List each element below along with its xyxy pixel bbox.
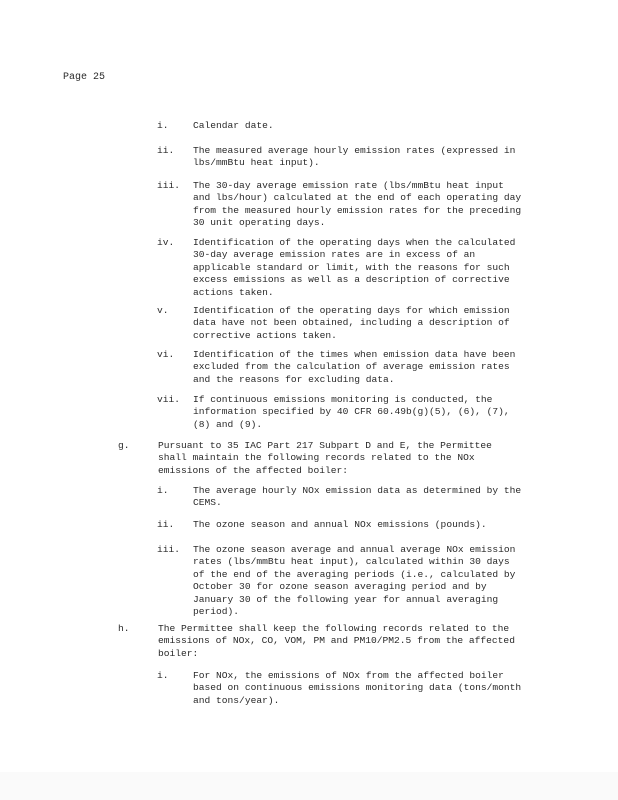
item-text: Pursuant to 35 IAC Part 217 Subpart D and E, the Permittee shall maintain the following records related to the NOx emissions of the affected boiler:: [158, 440, 492, 476]
item-marker: i.: [157, 485, 169, 496]
item-text: For NOx, the emissions of NOx from the affected boiler based on continuous emissions monitoring data (tons/month and tons/year).: [193, 670, 522, 706]
page-bottom-margin: [0, 772, 618, 800]
page-number-header: Page 25: [63, 72, 106, 83]
item-text: The measured average hourly emission rates (expressed in lbs/mmBtu heat input).: [193, 145, 516, 169]
item-text: Identification of the operating days when the calculated 30-day average emission rates are in excess of an applicable standard or limit, with the reasons for such excess emissions as well as a description of corrective actions taken.: [193, 237, 516, 298]
item-text: If continuous emissions monitoring is conducted, the information specified by 40 CFR 60.49b(g)(5), (6), (7), (8) and (9).: [193, 394, 510, 430]
item-marker: ii.: [157, 519, 175, 530]
item-text: The ozone season and annual NOx emissions (pounds).: [193, 519, 487, 530]
item-marker: g.: [118, 440, 130, 451]
item-marker: vii.: [157, 394, 181, 405]
item-marker: iii.: [157, 544, 181, 555]
item-marker: iii.: [157, 180, 181, 191]
item-text: Identification of the operating days for which emission data have not been obtained, including a description of corrective actions taken.: [193, 305, 510, 341]
item-marker: v.: [157, 305, 169, 316]
item-marker: i.: [157, 670, 169, 681]
item-marker: i.: [157, 120, 169, 131]
item-text: The 30-day average emission rate (lbs/mmBtu heat input and lbs/hour) calculated at the end of each operating day from the measured hourly emission rates for the preceding 30 unit operating days.: [193, 180, 522, 229]
item-text: The ozone season average and annual average NOx emission rates (lbs/mmBtu heat input), calculated within 30 days of the end of the averaging periods (i.e., calculated by October 30 for ozone season averaging period and by January 30 of the following year for annual averaging period).: [193, 544, 516, 618]
item-text: Calendar date.: [193, 120, 274, 131]
item-marker: ii.: [157, 145, 175, 156]
item-text: The Permittee shall keep the following records related to the emissions of NOx, CO, VOM, PM and PM10/PM2.5 from the affected boiler:: [158, 623, 515, 659]
item-text: Identification of the times when emission data have been excluded from the calculation of average emission rates and the reasons for excluding data.: [193, 349, 516, 385]
item-marker: h.: [118, 623, 130, 634]
item-marker: iv.: [157, 237, 175, 248]
item-marker: vi.: [157, 349, 175, 360]
item-text: The average hourly NOx emission data as determined by the CEMS.: [193, 485, 522, 509]
